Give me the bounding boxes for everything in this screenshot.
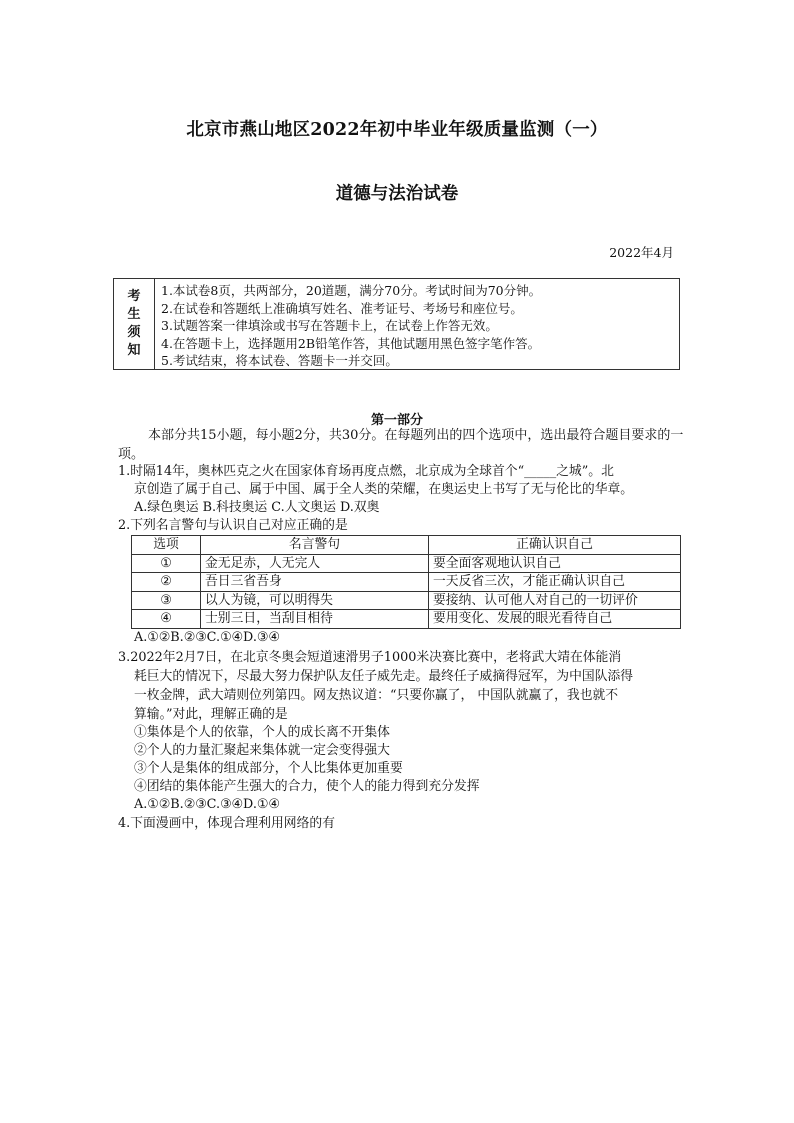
q3-choice: ③个人是集体的组成部分，个人比集体更加重要 (134, 761, 403, 776)
q3-options: A.①②B.②③C.③④D.①④ (134, 797, 280, 812)
table-cell: 一天反省三次，才能正确认识自己 (429, 573, 681, 592)
exam-date: 2022年4月 (609, 245, 674, 260)
q1-line: 1.时隔14年，奥林匹克之火在国家体育场再度点燃，北京成为全球首个“_____之城”。北 (118, 464, 614, 479)
table-row (132, 573, 681, 592)
q3-line: 一枚金牌，武大靖则位列第四。网友热议道：“只要你赢了， 中国队就赢了，我也就不 (134, 688, 619, 703)
table-header-cell: 名言警句 (201, 536, 429, 555)
q4-stem: 4.下面漫画中，体现合理利用网络的有 (118, 816, 335, 831)
subject-title: 道德与法治试卷 (335, 184, 459, 204)
notice-label (114, 279, 155, 369)
table-cell: ④ (132, 610, 201, 629)
q2-stem: 2.下列名言警句与认识自己对应正确的是 (118, 518, 348, 533)
notice-item: 3.试题答案一律填涂或书写在答题卡上，在试卷上作答无效。 (161, 318, 498, 334)
q1-line: 京创造了属于自己、属于中国、属于全人类的荣耀，在奥运史上书写了无与伦比的华章。 (134, 482, 634, 497)
table-row (132, 591, 681, 610)
notice-item: 2.在试卷和答题纸上准确填写姓名、准考证号、考场号和座位号。 (161, 300, 523, 316)
table-cell: 金无足赤，人无完人 (201, 554, 429, 573)
q3-line: 3.2022年2月7日，在北京冬奥会短道速滑男子1000米决赛比赛中，老将武大靖在体能消 (118, 650, 622, 665)
table-cell: 吾日三省吾身 (201, 573, 429, 592)
notice-label-char: 生 (127, 307, 141, 322)
notice-item: 5.考试结束，将本试卷、答题卡一并交回。 (161, 353, 398, 369)
table-header-cell: 正确认识自己 (429, 536, 681, 555)
table-cell: 士别三日，当刮目相待 (201, 610, 429, 629)
q3-choice: ②个人的力量汇聚起来集体就一定会变得强大 (134, 743, 390, 758)
notice-items (155, 279, 679, 369)
table-row (132, 554, 681, 573)
q3-line: 耗巨大的情况下，尽最大努力保护队友任子威先走。最终任子威摘得冠军，为中国队添得 (134, 669, 634, 684)
notice-label-char: 考 (127, 289, 141, 304)
table-cell: 以人为镜，可以明得失 (201, 591, 429, 610)
table-cell: 要用变化、发展的眼光看待自己 (429, 610, 681, 629)
q1-options: A.绿色奥运 B.科技奥运 C.人文奥运 D.双奥 (134, 500, 380, 515)
notice-label-char: 知 (127, 343, 141, 358)
table-cell: ① (132, 554, 201, 573)
proverb-table (131, 535, 681, 629)
table-header-row (132, 536, 681, 555)
notice-label-char: 须 (127, 325, 141, 340)
notice-item: 4.在答题卡上，选择题用2B铅笔作答，其他试题用黑色签字笔作答。 (161, 335, 541, 351)
table-row (132, 610, 681, 629)
notice-item: 1.本试卷8页，共两部分，20道题，满分70分。考试时间为70分钟。 (161, 283, 542, 298)
part-one-intro: 本部分共15小题，每小题2分，共30分。在每题列出的四个选项中，选出最符合题目要求的一项。 (118, 428, 684, 462)
table-cell: ③ (132, 591, 201, 610)
q3-line: 算输。”对此，理解正确的是 (134, 707, 288, 722)
part-one-heading: 第一部分 (370, 413, 423, 428)
candidate-notice-box (113, 278, 680, 370)
table-cell: ② (132, 573, 201, 592)
q3-choice: ④团结的集体能产生强大的合力，使个人的能力得到充分发挥 (134, 779, 480, 794)
table-cell: 要接纳、认可他人对自己的一切评价 (429, 591, 681, 610)
table-header-cell: 选项 (132, 536, 201, 555)
table-cell: 要全面客观地认识自己 (429, 554, 681, 573)
q3-choice: ①集体是个人的依靠，个人的成长离不开集体 (134, 725, 390, 740)
main-title: 北京市燕山地区2022年初中毕业年级质量监测（一） (186, 120, 608, 140)
q2-options: A.①②B.②③C.①④D.③④ (134, 630, 280, 645)
